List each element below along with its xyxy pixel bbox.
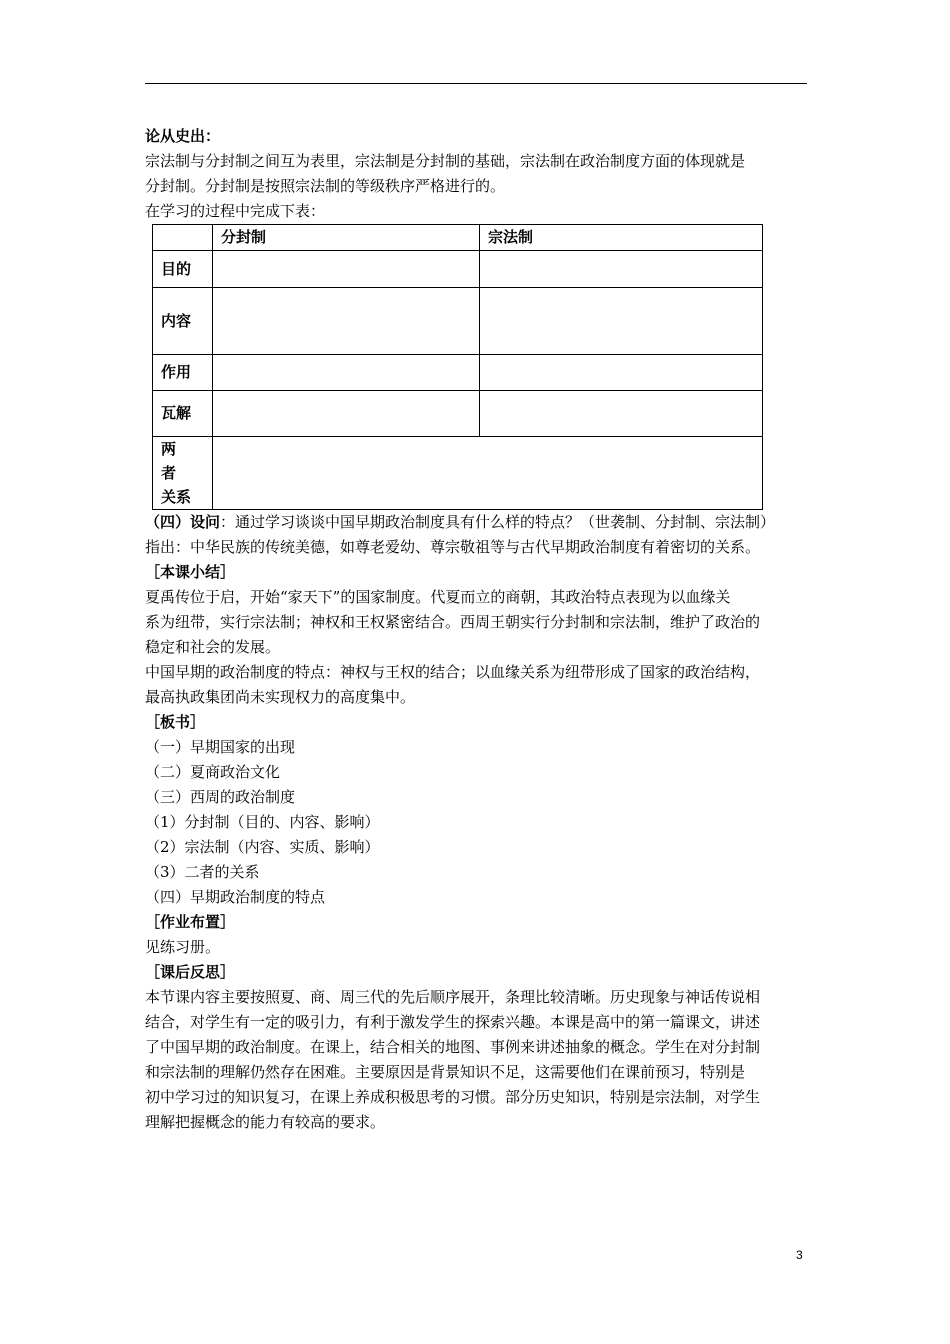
row-label-relation-line1: 两 者 — [161, 440, 192, 482]
summary-line: 中国早期的政治制度的特点：神权与王权的结合；以血缘关系为纽带形成了国家的政治结构， — [145, 663, 761, 681]
board-item: （三）西周的政治制度 — [145, 788, 296, 806]
table-corner-cell — [153, 225, 213, 251]
table-cell — [213, 355, 480, 391]
document-body — [145, 124, 809, 1135]
table-header-row — [153, 225, 763, 251]
table-row — [153, 251, 763, 288]
summary-line: 稳定和社会的发展。 — [145, 638, 281, 656]
table-row — [153, 288, 763, 355]
table-merged-cell — [213, 437, 763, 510]
row-label-function: 作用 — [153, 355, 213, 391]
intro-line: 在学习的过程中完成下表： — [145, 202, 326, 220]
section-title: 论从史出： — [145, 127, 221, 145]
board-item: （3）二者的关系 — [145, 863, 260, 881]
board-item: （一）早期国家的出现 — [145, 738, 296, 756]
reflection-heading: ［课后反思］ — [145, 963, 236, 981]
row-label-collapse: 瓦解 — [153, 391, 213, 437]
question-text: ：通过学习谈谈中国早期政治制度具有什么样的特点？（世袭制、分封制、宗法制） — [220, 513, 776, 531]
reflection-line: 和宗法制的理解仍然存在困难。主要原因是背景知识不足，这需要他们在课前预习，特别是 — [145, 1063, 746, 1081]
board-heading: ［板书］ — [145, 713, 206, 731]
board-item: （1）分封制（目的、内容、影响） — [145, 813, 380, 831]
table-row — [153, 391, 763, 437]
reflection-line: 本节课内容主要按照夏、商、周三代的先后顺序展开，条理比较清晰。历史现象与神话传说相 — [145, 988, 761, 1006]
page-number: 3 — [796, 1248, 803, 1262]
row-label-content: 内容 — [153, 288, 213, 355]
homework-heading: ［作业布置］ — [145, 913, 236, 931]
table-cell — [213, 391, 480, 437]
summary-heading: ［本课小结］ — [145, 563, 236, 581]
pointout-paragraph: 指出：中华民族的传统美德，如尊老爱幼、尊宗敬祖等与古代早期政治制度有着密切的关系。 — [145, 538, 761, 556]
board-item: （二）夏商政治文化 — [145, 763, 281, 781]
reflection-line: 初中学习过的知识复习，在课上养成积极思考的习惯。部分历史知识，特别是宗法制，对学生 — [145, 1088, 761, 1106]
table-row — [153, 437, 763, 510]
homework-text: 见练习册。 — [145, 938, 221, 956]
question-paragraph — [145, 510, 809, 535]
summary-line: 夏禹传位于启，开始“家天下”的国家制度。代夏而立的商朝，其政治特点表现为以血缘关 — [145, 588, 731, 606]
table-cell — [213, 251, 480, 288]
reflection-line: 了中国早期的政治制度。在课上，结合相关的地图、事例来讲述抽象的概念。学生在对分封制 — [145, 1038, 761, 1056]
intro-line: 宗法制与分封制之间互为表里，宗法制是分封制的基础，宗法制在政治制度方面的体现就是 — [145, 152, 746, 170]
table-cell — [213, 288, 480, 355]
reflection-line: 理解把握概念的能力有较高的要求。 — [145, 1113, 386, 1131]
question-label: （四）设问 — [145, 513, 221, 531]
table-cell — [480, 355, 763, 391]
comparison-table — [152, 224, 763, 510]
table-row — [153, 355, 763, 391]
table-cell — [480, 251, 763, 288]
summary-line: 系为纽带，实行宗法制；神权和王权紧密结合。西周王朝实行分封制和宗法制，维护了政治的 — [145, 613, 761, 631]
table-cell — [480, 288, 763, 355]
table-header-zongfa: 宗法制 — [480, 225, 763, 251]
row-label-relation-line2: 关系 — [161, 488, 192, 506]
row-label-purpose: 目的 — [153, 251, 213, 288]
row-label-relation — [153, 437, 213, 510]
header-rule — [145, 83, 807, 84]
intro-line: 分封制。分封制是按照宗法制的等级秩序严格进行的。 — [145, 177, 506, 195]
reflection-line: 结合，对学生有一定的吸引力，有利于激发学生的探索兴趣。本课是高中的第一篇课文，讲述 — [145, 1013, 761, 1031]
board-item: （四）早期政治制度的特点 — [145, 888, 326, 906]
table-header-fenfeng: 分封制 — [213, 225, 480, 251]
board-item: （2）宗法制（内容、实质、影响） — [145, 838, 380, 856]
summary-line: 最高执政集团尚未实现权力的高度集中。 — [145, 688, 416, 706]
table-cell — [480, 391, 763, 437]
